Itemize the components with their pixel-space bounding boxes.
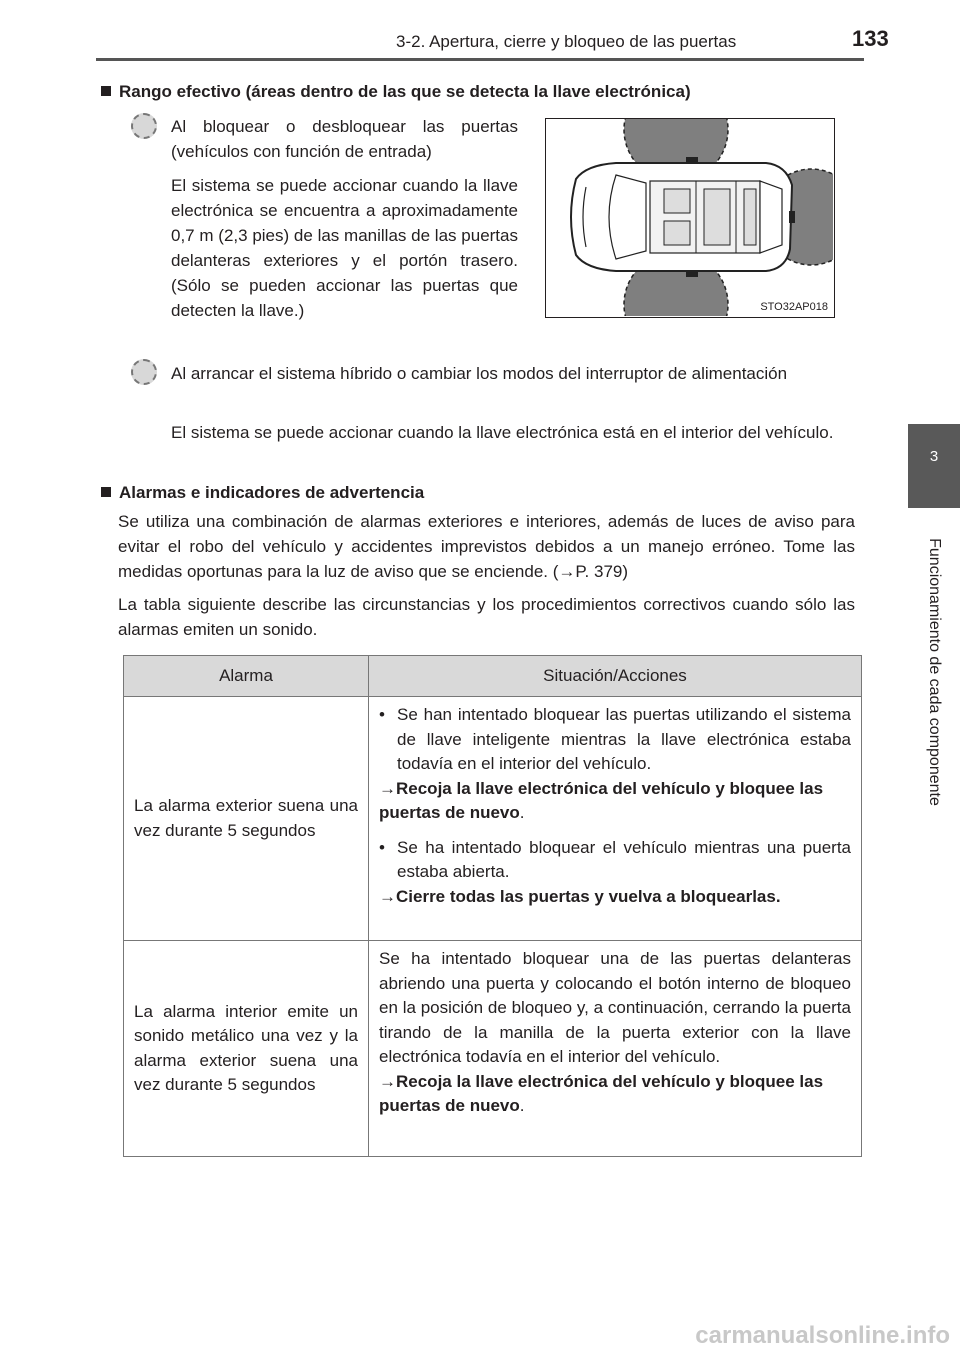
figure-caption: STO32AP018 (760, 301, 828, 313)
square-bullet-icon (101, 86, 111, 96)
dashed-circle-icon (131, 359, 157, 385)
corrective-action: →Recoja la llave electrónica del vehículo y bloquee las puertas de nuevo. (379, 1071, 824, 1115)
situation-cell (369, 941, 862, 1157)
situation-bullet: • Se han intentado bloquear las puertas utilizando el sistema de llave inteligente mientras la llave electrónica estaba todavía en el interior del vehículo. (379, 705, 851, 773)
car-topview-illustration (546, 119, 833, 316)
square-bullet-icon (101, 487, 111, 497)
table-row (124, 941, 862, 1157)
section-heading-range (101, 80, 861, 104)
alarm-table (123, 655, 862, 1157)
chapter-tab-label: Funcionamiento de cada componente (926, 538, 943, 806)
range-figure (545, 118, 835, 318)
table-intro-paragraph: La tabla siguiente describe las circunstancias y los procedimientos correctivos cuando sólo las alarmas emiten un sonido. (118, 595, 855, 639)
corrective-action: →Recoja la llave electrónica del vehículo y bloquee las puertas de nuevo. (379, 778, 824, 822)
table-header-row (124, 656, 862, 697)
chapter-tab (908, 424, 960, 508)
alarms-paragraph: Se utiliza una combinación de alarmas exteriores e interiores, además de luces de aviso para evitar el robo del vehículo y accidentes imprevistos debidos a un manejo erróneo. Tome las medidas oportunas para la luz de aviso que se enciende. (→P. 379) (118, 512, 855, 581)
header-divider (96, 58, 864, 61)
item1-title: Al bloquear o desbloquear las puertas (vehículos con función de entrada) (171, 117, 518, 161)
column-header-alarm: Alarma (124, 656, 369, 697)
running-header: 3-2. Apertura, cierre y bloqueo de las puertas (396, 32, 737, 51)
alarm-cell: La alarma interior emite un sonido metálico una vez y la alarma exterior suena una vez durante 5 segundos (124, 941, 369, 1157)
item2-body: El sistema se puede accionar cuando la llave electrónica está en el interior del vehículo. (171, 423, 834, 442)
heading-text: Alarmas e indicadores de advertencia (119, 483, 425, 502)
situation-cell (369, 697, 862, 941)
page-number: 133 (852, 26, 889, 51)
alarm-cell: La alarma exterior suena una vez durante 5 segundos (124, 697, 369, 941)
watermark: carmanualsonline.info (695, 1322, 950, 1349)
dashed-circle-icon (131, 113, 157, 139)
section-heading-alarms (101, 481, 861, 505)
column-header-situation: Situación/Acciones (369, 656, 862, 697)
table-row (124, 697, 862, 941)
item2-title: Al arrancar el sistema híbrido o cambiar los modos del interruptor de alimentación (171, 364, 788, 383)
chapter-tab-number: 3 (929, 448, 939, 465)
situation-text: Se ha intentado bloquear una de las puertas delanteras abriendo una puerta y colocando el botón interno de bloqueo en la posición de bloqueo y, a continuación, cerrando la puerta tirando de la manilla de la puerta exterior con la llave electrónica todavía en el interior del vehículo. (379, 949, 851, 1066)
situation-bullet: • Se ha intentado bloquear el vehículo mientras una puerta estaba abierta. (379, 837, 851, 881)
corrective-action: →Cierre todas las puertas y vuelva a bloquearlas. (379, 886, 781, 906)
item1-body: El sistema se puede accionar cuando la llave electrónica se encuentra a aproximadamente 0,7 m (2,3 pies) de las manillas de las puertas delanteras exteriores y el portón trasero. (Sólo se pueden accionar las puertas que detecten la llave.) (171, 176, 518, 320)
heading-text: Rango efectivo (áreas dentro de las que se detecta la llave electrónica) (119, 82, 691, 101)
